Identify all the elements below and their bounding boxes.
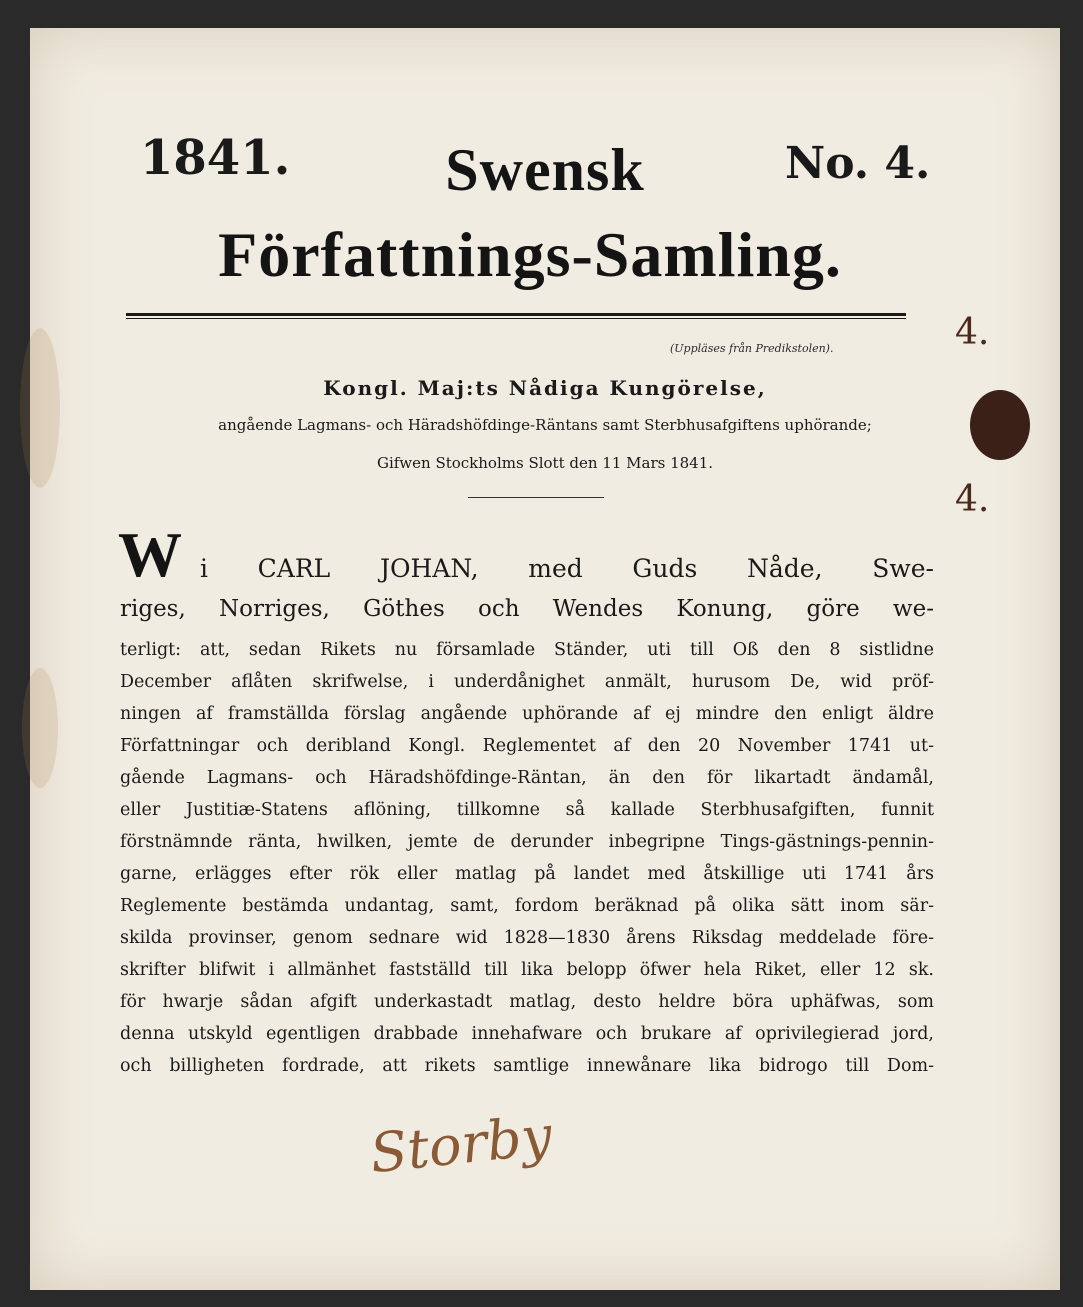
document-page: [30, 28, 1060, 1290]
body-line: garne, erlägges efter rök eller matlag på landet med åtskillige uti 1741 års: [120, 864, 934, 884]
body-line: Författningar och deribland Kongl. Reglementet af den 20 November 1741 ut-: [120, 736, 934, 756]
decree-date: Gifwen Stockholms Slott den 11 Mars 1841.: [376, 454, 714, 472]
drop-cap: W: [118, 519, 182, 590]
body-line: förstnämnde ränta, hwilken, jemte de derunder inbegripne Tings-gästnings-pennin-: [120, 832, 934, 852]
body-line: i CARL JOHAN, med Guds Nåde, Swe-: [200, 554, 934, 583]
body-line: ningen af framställda förslag angående uphörande af ej mindre den enligt äldre: [120, 704, 934, 724]
decree-subtitle: angående Lagmans- och Häradshöfdinge-Räntans samt Sterbhusafgiftens uphörande;: [218, 416, 872, 434]
margin-notes: [955, 310, 989, 524]
body-line: skilda provinser, genom sednare wid 1828—1830 årens Riksdag meddelade före-: [120, 928, 934, 948]
body-line: gående Lagmans- och Häradshöfdinge-Räntan, än den för likartadt ändamål,: [120, 768, 934, 788]
body-line: denna utskyld egentligen drabbade innehafware och brukare af oprivilegierad jord,: [120, 1024, 934, 1044]
header-rule-thin: [126, 318, 906, 319]
body-line: riges, Norriges, Göthes och Wendes Konung, göre we-: [120, 596, 934, 622]
header-number: No. 4.: [785, 138, 931, 189]
body-line: Reglemente bestämda undantag, samt, fordom beräknad på olika sätt inom sär-: [120, 896, 934, 916]
header-rule: [126, 313, 906, 316]
handwritten-signature: Storby: [367, 1103, 555, 1186]
margin-note: 4.: [955, 312, 990, 353]
section-divider: [468, 497, 604, 498]
ink-blot: [970, 390, 1030, 460]
header-title-line2: Författnings-Samling.: [218, 219, 842, 290]
body-line: för hwarje sådan afgift underkastadt matlag, desto heldre böra uphäfwas, som: [120, 992, 934, 1012]
body-line: skrifter blifwit i allmänhet fastställd till lika belopp öfwer hela Riket, eller 12 sk.: [120, 960, 934, 980]
body-line: terligt: att, sedan Rikets nu församlade Ständer, uti till Oß den 8 sistlidne: [120, 640, 934, 660]
body-line: eller Justitiæ-Statens aflöning, tillkomne så kallade Sterbhusafgiften, funnit: [120, 800, 934, 820]
decree-title: Kongl. Maj:ts Nådiga Kungörelse,: [323, 376, 767, 400]
margin-note: 4.: [955, 478, 990, 520]
reading-note: (Uppläses från Predikstolen).: [670, 342, 834, 355]
paper-stain: [22, 668, 58, 788]
header-year: 1841.: [140, 130, 291, 186]
header-title-line1: Swensk: [445, 137, 645, 203]
body-line: och billigheten fordrade, att rikets samtlige innewånare lika bidrogo till Dom-: [120, 1056, 934, 1076]
body-line: December aflåten skrifwelse, i underdånighet anmält, hurusom De, wid pröf-: [120, 672, 934, 692]
